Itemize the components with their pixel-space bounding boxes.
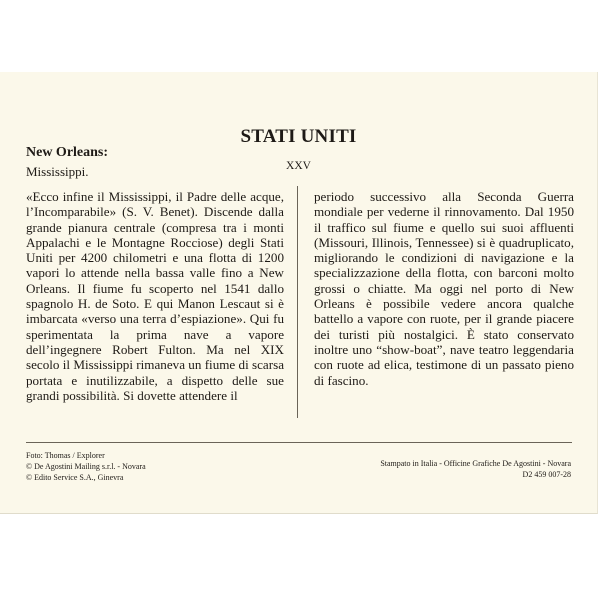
printer-info xyxy=(380,458,571,480)
credit-copyright-publisher: © De Agostini Mailing s.r.l. - Novara xyxy=(26,462,146,471)
info-card xyxy=(0,72,598,514)
card-code: D2 459 007-28 xyxy=(522,470,571,479)
column-divider xyxy=(297,186,298,418)
place-heading: New Orleans: xyxy=(26,145,109,160)
footer-divider xyxy=(26,442,572,443)
printed-in-line: Stampato in Italia - Officine Grafiche De Agostini - Novara xyxy=(380,459,571,468)
body-text-left-column: «Ecco infine il Mississippi, il Padre delle acque, l’Incomparabile» (S. V. Benet). Discende dalla grande pianura centrale (compresa tra i monti Appalachi e le Montagne Rocciose) degli Stati Uniti per 4200 chilometri e una flotta di 1200 vapori lo attende nella bassa valle fino a New Orleans. Il fiume fu scoperto nel 1541 dallo spagnolo H. de Soto. E qui Manon Lescaut si è imbarcata «verso una terra d’espiazione». Qui fu sperimentata la prima nave a vapore dell’ingegnere Robert Fulton. Ma nel XIX secolo il Mississippi rimaneva un fiume di scarsa portata e inutilizzabile, a dispetto delle sue grandi possibilità. Si dovette attendere il xyxy=(26,189,284,403)
card-title: STATI UNITI xyxy=(240,126,357,147)
credit-copyright-edito: © Edito Service S.A., Ginevra xyxy=(26,473,124,482)
photo-credits xyxy=(26,450,146,483)
body-text-right-column: periodo successivo alla Seconda Guerra mondiale per vederne il rinnovamento. Dal 1950 il traffico sul fiume e quello sui suoi affluenti (Missouri, Illinois, Tennessee) si è quadruplicato, migliorando le condizioni di navigazione e la specializzazione della flotta, con barconi molto grossi o chiatte. Ma oggi nel porto di New Orleans è possibile vedere ancora qualche battello a vapore con ruote, per il grande piacere dei turisti più nostalgici. È stato conservato inoltre uno “show-boat”, nave teatro leggendaria con ruote ad elica, testimone di un passato pieno di fascino. xyxy=(314,189,574,388)
subject-label: Mississippi. xyxy=(26,164,89,179)
volume-number: XXV xyxy=(286,160,311,172)
credit-photo: Foto: Thomas / Explorer xyxy=(26,451,105,460)
